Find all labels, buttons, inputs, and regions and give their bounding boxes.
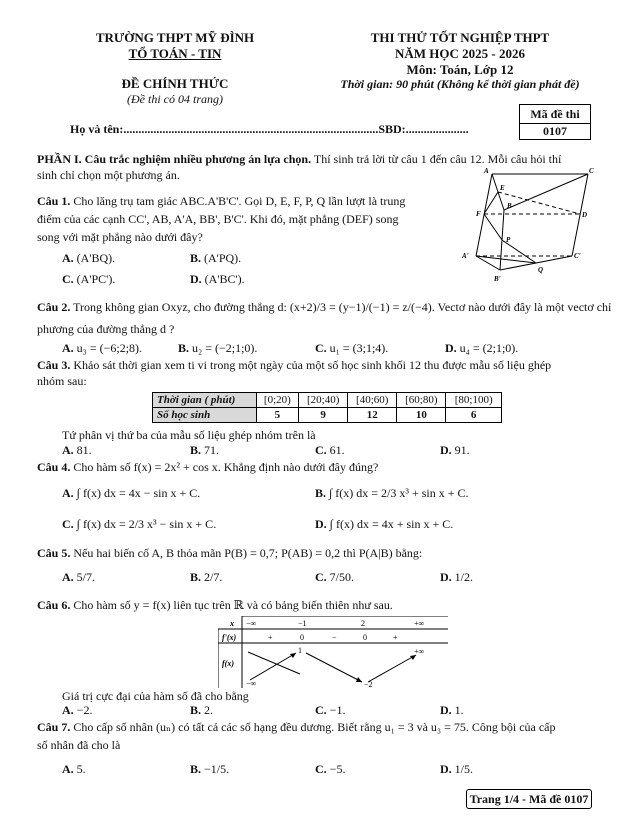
table-header-cell: Thời gian ( phút)	[153, 393, 257, 408]
q3-question: Tứ phân vị thứ ba của mẫu số liệu ghép nhóm trên là	[62, 428, 316, 442]
vt-f3: +∞	[414, 647, 425, 656]
q5-b-text: 2/7.	[204, 570, 223, 584]
q1-line1	[37, 194, 405, 209]
q3-option-d[interactable]: D. 91.	[440, 443, 470, 457]
page-footer: Trang 1/4 - Mã đề 0107	[466, 789, 592, 809]
exam-code-box	[519, 104, 591, 140]
q7-line1	[37, 720, 556, 735]
pt-b: B	[507, 202, 512, 210]
q7-label: Câu 7.	[37, 720, 71, 734]
q5-label: Câu 5.	[37, 546, 71, 560]
q6-option-c[interactable]: C. −1.	[315, 703, 346, 717]
q5-option-b[interactable]: B. 2/7.	[190, 570, 223, 584]
q4-text1: Cho hàm số f(x) = 2x² + cos x. Khẳng định nào dưới đây đúng?	[70, 460, 379, 474]
school-name: TRƯỜNG THPT MỸ ĐÌNH	[95, 30, 255, 45]
part1-desc1: Thí sinh trả lời từ câu 1 đến câu 12. Mỗi câu hỏi thí	[311, 152, 562, 166]
exam-code-label: Mã đề thi	[530, 107, 580, 121]
q4-option-c[interactable]: C. ∫ f(x) dx = 2/3 x³ − sin x + C.	[62, 517, 217, 531]
q3-c-text: 61.	[329, 443, 345, 457]
q2-option-a[interactable]: A. u₃ = (−6;2;8).	[62, 341, 143, 355]
q4-option-d[interactable]: D. ∫ f(x) dx = 4x + sin x + C.	[315, 517, 454, 531]
q2-b-text: u₂ = (−2;1;0).	[192, 341, 258, 355]
q5-d-text: 1/2.	[454, 570, 474, 584]
q7-c-text: −5.	[329, 762, 346, 776]
vt-x0: −∞	[246, 619, 257, 628]
school-year: NĂM HỌC 2025 - 2026	[395, 46, 525, 61]
department: TỔ TOÁN - TIN	[128, 46, 222, 61]
q1-d-text: (A'BC').	[204, 272, 245, 286]
q6-text1: Cho hàm số y = f(x) liên tục trên ℝ và có bảng biến thiên như sau.	[70, 598, 393, 612]
q2-line1	[37, 300, 611, 315]
table-cell: [40;60)	[348, 393, 397, 408]
name-sbd-line: Họ và tên:.....................................................................................SBD:.....................	[70, 122, 469, 136]
q7-a-text: 5.	[76, 762, 86, 776]
pt-p: P	[506, 236, 511, 244]
q1-option-a[interactable]: A. (A'BQ).	[62, 251, 116, 265]
q4-label: Câu 4.	[37, 460, 71, 474]
q4-line1	[37, 460, 378, 475]
q3-d-text: 91.	[454, 443, 470, 457]
q7-text1: Cho cấp số nhân (uₙ) có tất cả các số hạng đều dương. Biết rằng u₁ = 3 và u₃ = 75. Công bội của cấp	[70, 720, 556, 734]
part1-title: PHẦN I. Câu trắc nghiệm nhiều phương án lựa chọn.	[37, 152, 312, 166]
table-cell: 10	[397, 408, 446, 423]
q1-line2: điểm của các cạnh CC', AB, A'A, BB', B'C'. Khi đó, mặt phẳng (DEF) song	[37, 212, 399, 226]
table-cell: 6	[446, 408, 502, 423]
q1-a-text: (A'BQ).	[76, 251, 116, 265]
q6-option-d[interactable]: D. 1.	[440, 703, 464, 717]
q5-option-c[interactable]: C. 7/50.	[315, 570, 355, 584]
q6-line1	[37, 598, 393, 613]
table-row	[153, 393, 502, 408]
pt-q: Q	[538, 266, 544, 274]
q1-line3: song với mặt phẳng nào dưới đây?	[37, 230, 203, 244]
table-header-cell: Số học sinh	[153, 408, 257, 423]
exam-code-value: 0107	[543, 124, 567, 138]
vt-x-label: x	[230, 619, 234, 628]
q4-option-b[interactable]: B. ∫ f(x) dx = 2/3 x³ + sin x + C.	[315, 486, 469, 500]
vt-f-label: f(x)	[222, 659, 234, 668]
part1-desc2: sinh chỉ chọn một phương án.	[37, 168, 180, 182]
q6-c-text: −1.	[329, 703, 346, 717]
vt-x3: +∞	[414, 619, 425, 628]
q3-b-text: 71.	[204, 443, 220, 457]
vt-x2: 2	[361, 619, 365, 628]
q5-a-text: 5/7.	[76, 570, 96, 584]
q1-option-c[interactable]: C. (A'PC').	[62, 272, 116, 286]
q5-text1: Nếu hai biến cố A, B thỏa mãn P(B) = 0,7; P(AB) = 0,2 thì P(A|B) bằng:	[70, 546, 423, 560]
q7-option-b[interactable]: B. −1/5.	[190, 762, 230, 776]
vt-f0: −∞	[246, 679, 257, 688]
q4-b-text: ∫ f(x) dx = 2/3 x³ + sin x + C.	[329, 486, 469, 500]
q5-c-text: 7/50.	[329, 570, 355, 584]
q3-text1: Khảo sát thời gian xem ti vi trong một ngày của một số học sinh khối 12 thu được mẫu số liệu ghép	[70, 358, 552, 372]
q6-d-text: 1.	[454, 703, 464, 717]
vt-f1: 1	[298, 646, 302, 655]
vt-sign1: 0	[300, 633, 304, 642]
q1-option-d[interactable]: D. (A'BC').	[190, 272, 245, 286]
table-cell: [60;80)	[397, 393, 446, 408]
q4-a-text: ∫ f(x) dx = 4x − sin x + C.	[76, 486, 201, 500]
q6-b-text: 2.	[204, 703, 214, 717]
q7-option-d[interactable]: D. 1/5.	[440, 762, 474, 776]
q2-text1: Trong không gian Oxyz, cho đường thẳng d: (x+2)/3 = (y−1)/(−1) = z/(−4). Vectơ nào dưới đây là một vectơ chỉ	[70, 300, 612, 314]
time-limit: Thời gian: 90 phút (Không kể thời gian phát đề)	[340, 77, 580, 91]
q3-option-c[interactable]: C. 61.	[315, 443, 345, 457]
q1-label: Câu 1.	[37, 194, 71, 208]
q7-d-text: 1/5.	[454, 762, 474, 776]
pt-b1: B'	[494, 275, 501, 283]
subject: Môn: Toán, Lớp 12	[406, 62, 514, 77]
q7-option-c[interactable]: C. −5.	[315, 762, 346, 776]
q1-option-b[interactable]: B. (A'PQ).	[190, 251, 242, 265]
pt-a: A	[484, 167, 489, 175]
vt-fp-label: f'(x)	[222, 633, 237, 642]
q1-b-text: (A'PQ).	[204, 251, 242, 265]
table-cell: [0;20)	[256, 393, 299, 408]
official-label: ĐỀ CHÍNH THỨC	[121, 76, 229, 91]
q4-d-text: ∫ f(x) dx = 4x + sin x + C.	[329, 517, 454, 531]
q5-option-d[interactable]: D. 1/2.	[440, 570, 474, 584]
table-row	[153, 408, 502, 423]
exam-title: THI THỬ TỐT NGHIỆP THPT	[370, 30, 550, 45]
vt-sign3: 0	[363, 633, 367, 642]
pt-c1: C'	[574, 252, 581, 260]
q7-b-text: −1/5.	[204, 762, 230, 776]
q4-option-a[interactable]: A. ∫ f(x) dx = 4x − sin x + C.	[62, 486, 201, 500]
q2-option-b[interactable]: B. u₂ = (−2;1;0).	[178, 341, 258, 355]
q3-a-text: 81.	[76, 443, 92, 457]
q6-question: Giá trị cực đại của hàm số đã cho bằng	[62, 689, 249, 703]
part1-line1	[37, 152, 561, 167]
q3-option-a[interactable]: A. 81.	[62, 443, 92, 457]
table-cell: [80;100)	[446, 393, 502, 408]
table-cell: [20;40)	[299, 393, 348, 408]
q4-c-text: ∫ f(x) dx = 2/3 x³ − sin x + C.	[76, 517, 217, 531]
q1-text1: Cho lăng trụ tam giác ABC.A'B'C'. Gọi D, E, F, P, Q lần lượt là trung	[70, 194, 406, 208]
pages-note: (Đề thi có 04 trang)	[127, 92, 223, 106]
q2-label: Câu 2.	[37, 300, 71, 314]
q2-d-text: u₄ = (2;1;0).	[459, 341, 519, 355]
q6-a-text: −2.	[76, 703, 93, 717]
grouped-data-table	[152, 392, 502, 423]
q5-line1	[37, 546, 422, 561]
q6-option-a[interactable]: A. −2.	[62, 703, 93, 717]
q2-option-d[interactable]: D. u₄ = (2;1;0).	[445, 341, 519, 355]
q2-option-c[interactable]: C. u₁ = (3;1;4).	[315, 341, 389, 355]
q3-label: Câu 3.	[37, 358, 71, 372]
q2-a-text: u₃ = (−6;2;8).	[76, 341, 143, 355]
q2-line2: phương của đường thẳng d ?	[37, 322, 175, 336]
q3-option-b[interactable]: B. 71.	[190, 443, 220, 457]
vt-sign2: −	[332, 633, 337, 642]
vt-sign0: +	[268, 633, 273, 642]
q7-line2: số nhân đã cho là	[37, 738, 121, 752]
variation-table	[218, 616, 448, 688]
q6-option-b[interactable]: B. 2.	[190, 703, 214, 717]
q1-c-text: (A'PC').	[76, 272, 116, 286]
vt-x1: −1	[298, 619, 307, 628]
q5-option-a[interactable]: A. 5/7.	[62, 570, 96, 584]
table-cell: 9	[299, 408, 348, 423]
q2-c-text: u₁ = (3;1;4).	[329, 341, 389, 355]
vt-sign4: +	[393, 633, 398, 642]
pt-f: F	[476, 210, 481, 218]
q6-label: Câu 6.	[37, 598, 71, 612]
pt-e: E	[500, 184, 505, 192]
table-cell: 5	[256, 408, 299, 423]
vt-f2: −2	[364, 680, 373, 688]
q3-line1	[37, 358, 551, 373]
pt-a1: A'	[462, 252, 469, 260]
q7-option-a[interactable]: A. 5.	[62, 762, 86, 776]
q3-line2: nhóm sau:	[37, 374, 87, 388]
pt-d: D	[582, 211, 588, 219]
pt-c: C	[589, 167, 594, 175]
table-cell: 12	[348, 408, 397, 423]
prism-figure	[458, 166, 598, 286]
